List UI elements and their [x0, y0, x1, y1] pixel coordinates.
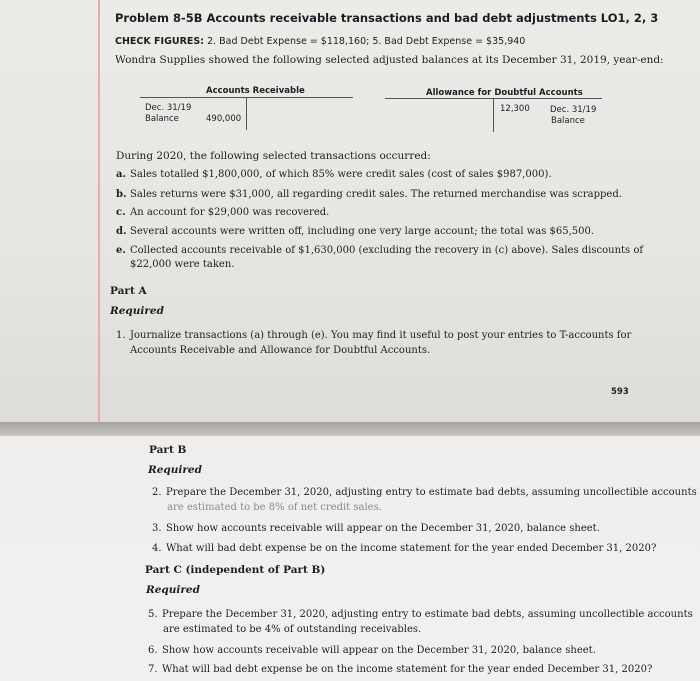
- task-text: Journalize transactions (a) through (e). You may find it useful to post your entries to T-accounts for: [130, 330, 632, 341]
- task-text: What will bad debt expense be on the income statement for the year ended December 31, 2020?: [162, 664, 653, 675]
- task-2: [152, 487, 697, 498]
- task-3: [152, 523, 600, 534]
- ar-balance-value: 490,000: [206, 114, 242, 124]
- allowance-balance-label: Balance: [551, 116, 585, 126]
- task-number: 2.: [152, 487, 162, 498]
- task-number: 4.: [152, 543, 162, 554]
- task-number: 6.: [148, 645, 158, 656]
- part-b-heading: Part B: [149, 444, 187, 456]
- task-number: 7.: [148, 664, 158, 675]
- transaction-text: Sales returns were $31,000, all regarding credit sales. The returned merchandise was scrapped.: [130, 189, 622, 200]
- task-4: [152, 543, 656, 554]
- transactions-intro: During 2020, the following selected transactions occurred:: [116, 150, 431, 162]
- transaction-a: [116, 169, 552, 180]
- page-number: 593: [611, 387, 629, 397]
- task-text: What will bad debt expense be on the income statement for the year ended December 31, 2020?: [166, 543, 657, 554]
- ar-date: Dec. 31/19: [145, 103, 192, 113]
- task-number: 5.: [148, 609, 158, 620]
- part-a-required: Required: [110, 305, 164, 317]
- transaction-label: e.: [116, 245, 126, 256]
- part-c-heading: Part C (independent of Part B): [145, 564, 326, 576]
- transaction-label: b.: [116, 189, 127, 200]
- transaction-d: [116, 226, 594, 237]
- task-1: [116, 330, 631, 341]
- transaction-text: Several accounts were written off, including one very large account; the total was $65,500.: [130, 226, 595, 237]
- part-c-required: Required: [146, 584, 200, 596]
- allowance-date: Dec. 31/19: [550, 105, 597, 115]
- task-number: 1.: [116, 330, 126, 341]
- task-5-continued: are estimated to be 4% of outstanding receivables.: [163, 624, 422, 635]
- transaction-e: [116, 245, 643, 256]
- part-b-required: Required: [148, 464, 202, 476]
- transaction-label: d.: [116, 226, 127, 237]
- check-figures-label: CHECK FIGURES:: [115, 36, 205, 47]
- allowance-vertical-line: [493, 98, 494, 132]
- task-6: [148, 645, 596, 656]
- transaction-e-continued: $22,000 were taken.: [130, 259, 235, 270]
- ar-balance-label: Balance: [145, 114, 179, 124]
- task-number: 3.: [152, 523, 162, 534]
- ar-vertical-line: [246, 97, 247, 130]
- transaction-text: Collected accounts receivable of $1,630,000 (excluding the recovery in (c) above). Sales discounts of: [130, 245, 644, 256]
- allowance-balance-value: 12,300: [500, 104, 530, 114]
- transaction-label: a.: [116, 169, 126, 180]
- task-1-continued: Accounts Receivable and Allowance for Doubtful Accounts.: [130, 345, 431, 356]
- part-a-heading: Part A: [110, 285, 147, 297]
- transaction-label: c.: [116, 207, 126, 218]
- task-text: Prepare the December 31, 2020, adjusting entry to estimate bad debts, assuming uncollectible accounts: [166, 487, 697, 498]
- ar-account-title: Accounts Receivable: [206, 86, 305, 96]
- task-text: Show how accounts receivable will appear on the December 31, 2020, balance sheet.: [162, 645, 596, 656]
- check-figures-text: 2. Bad Debt Expense = $118,160; 5. Bad Debt Expense = $35,940: [204, 36, 526, 47]
- problem-intro: Wondra Supplies showed the following selected adjusted balances at its December 31, 2019, year-end:: [115, 54, 664, 66]
- task-text: Show how accounts receivable will appear on the December 31, 2020, balance sheet.: [166, 523, 600, 534]
- task-5: [148, 609, 693, 620]
- transaction-text: Sales totalled $1,800,000, of which 85% were credit sales (cost of sales $987,000).: [130, 169, 552, 180]
- page-divider: [0, 422, 700, 436]
- allowance-account-title: Allowance for Doubtful Accounts: [426, 88, 583, 98]
- transaction-text: An account for $29,000 was recovered.: [130, 207, 330, 218]
- task-7: [148, 664, 652, 675]
- problem-title: Problem 8-5B Accounts receivable transactions and bad debt adjustments LO1, 2, 3: [115, 11, 659, 25]
- transaction-c: [116, 207, 329, 218]
- transaction-b: [116, 189, 622, 200]
- check-figures: [115, 36, 525, 47]
- margin-rule: [98, 0, 100, 424]
- task-text: Prepare the December 31, 2020, adjusting entry to estimate bad debts, assuming uncollectible accounts: [162, 609, 693, 620]
- task-2-continued: are estimated to be 8% of net credit sales.: [167, 502, 382, 513]
